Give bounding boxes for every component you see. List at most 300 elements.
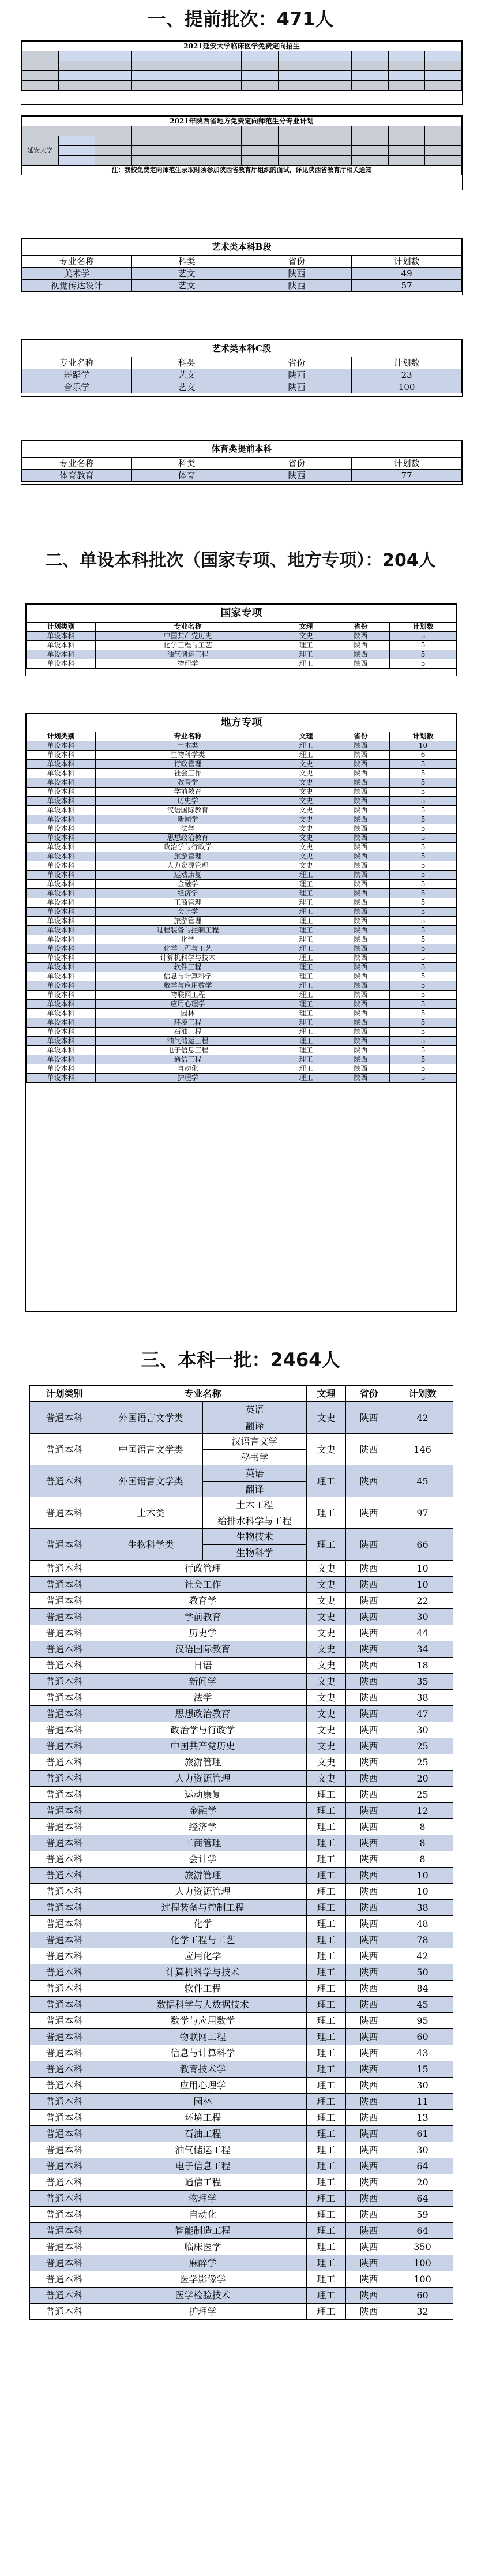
header-type: 科类 (131, 357, 242, 369)
table-row-grouped (30, 1402, 453, 1434)
header-major: 专业名称 (22, 458, 132, 470)
table-cell: 物理学 (99, 2191, 307, 2207)
table-cell: 电子信息工程 (96, 1046, 280, 1055)
table-cell: 理工 (307, 1803, 346, 1819)
table-cell: 普通本科 (30, 2158, 99, 2174)
table-cell: 汉语国际教育 (99, 1641, 307, 1658)
table-cell: 60 (392, 2288, 453, 2304)
table-cell: 陕西 (332, 1055, 390, 1064)
table-row (30, 1981, 453, 1997)
table-row (30, 1641, 453, 1658)
table-cell: 单设本科 (27, 834, 96, 843)
table-cell: 普通本科 (30, 2255, 99, 2271)
table-cell: 64 (392, 2158, 453, 2174)
table-row (30, 2174, 453, 2191)
table-cell: 5 (390, 632, 457, 641)
major-sub-item: 土木工程 (236, 1499, 273, 1510)
table-cell: 陕西 (332, 641, 390, 650)
header-arts-science: 文理 (307, 1386, 346, 1402)
table-cell: 理工 (280, 1000, 332, 1009)
table-cell: 单设本科 (27, 1055, 96, 1064)
table-cell: 陕西 (346, 1434, 392, 1465)
table-cell: 35 (392, 1674, 453, 1690)
table-cell: 普通本科 (30, 1835, 99, 1851)
table-cell: 陕西 (332, 797, 390, 806)
table-cell: 思想政治教育 (99, 1706, 307, 1722)
table-row (27, 1064, 457, 1074)
table-cell: 陕西 (332, 815, 390, 824)
header-major: 专业名称 (22, 357, 132, 369)
major-group-name: 生物科学类 (99, 1529, 203, 1560)
major-sub-item: 给排水科学与工程 (203, 1513, 306, 1529)
table-cell: 新闻学 (96, 815, 280, 824)
table-row (27, 659, 457, 669)
table-row (27, 944, 457, 954)
table-cell: 物理学 (96, 659, 280, 669)
table-cell: 化学 (99, 1916, 307, 1932)
table-cell: 教育学 (99, 1593, 307, 1609)
table-cell: 历史学 (96, 797, 280, 806)
major-group-name: 外国语言文学类 (99, 1402, 203, 1433)
table-cell: 理工 (307, 2142, 346, 2158)
table-cell: 单设本科 (27, 806, 96, 815)
table-cell: 30 (392, 2142, 453, 2158)
table-row (30, 1625, 453, 1641)
table-cell: 38 (392, 1900, 453, 1916)
table-cell: 陕西 (346, 2045, 392, 2061)
header-province: 省份 (332, 732, 390, 741)
table-cell: 45 (392, 1997, 453, 2013)
table-cell: 普通本科 (30, 1593, 99, 1609)
table-cell: 5 (390, 935, 457, 944)
table-cell: 陕西 (346, 1402, 392, 1434)
table-cell: 医学检验技术 (99, 2288, 307, 2304)
table-cell: 146 (392, 1434, 453, 1465)
table-cell: 普通本科 (30, 2207, 99, 2223)
table-row (30, 1851, 453, 1868)
table-cell: 油气储运工程 (96, 1037, 280, 1046)
table-cell: 文史 (280, 806, 332, 815)
table-row (30, 1738, 453, 1754)
table-cell: 陕西 (332, 861, 390, 871)
table-cell: 22 (392, 1593, 453, 1609)
table-cell: 文史 (307, 1609, 346, 1625)
major-sub-list (203, 1497, 306, 1528)
table-cell: 5 (390, 843, 457, 852)
table-cell: 理工 (307, 2013, 346, 2029)
table-cell: 陕西 (346, 1787, 392, 1803)
table-cell: 普通本科 (30, 2174, 99, 2191)
table-cell: 陕西 (332, 908, 390, 917)
table-cell: 单设本科 (27, 760, 96, 769)
table-cell: 单设本科 (27, 981, 96, 991)
table-cell: 普通本科 (30, 1948, 99, 1964)
table-cell: 单设本科 (27, 880, 96, 889)
table-cell: 5 (390, 871, 457, 880)
table-cell: 通信工程 (96, 1055, 280, 1064)
table-cell: 陕西 (346, 1561, 392, 1577)
table-cell: 自动化 (99, 2207, 307, 2223)
major-sub-list (203, 1402, 306, 1433)
table-cell: 陕西 (332, 1028, 390, 1037)
header-province: 省份 (242, 256, 352, 268)
table-cell: 95 (392, 2013, 453, 2029)
table-cell: 日语 (99, 1658, 307, 1674)
table-cell: 化学工程与工艺 (96, 944, 280, 954)
table-cell: 单设本科 (27, 917, 96, 926)
table-row-grouped (30, 1529, 453, 1561)
table-cell: 理工 (280, 908, 332, 917)
table-cell: 32 (392, 2304, 453, 2320)
table-cell: 普通本科 (30, 2142, 99, 2158)
table-cell: 物联网工程 (96, 991, 280, 1000)
table-cell: 单设本科 (27, 852, 96, 861)
table-cell: 普通本科 (30, 2223, 99, 2239)
header-major: 专业名称 (96, 732, 280, 741)
header-major: 专业名称 (99, 1386, 307, 1402)
table-cell: 智能制造工程 (99, 2223, 307, 2239)
table-cell: 思想政治教育 (96, 834, 280, 843)
table-cell: 理工 (307, 2094, 346, 2110)
table-cell: 理工 (280, 1055, 332, 1064)
table-row (30, 2304, 453, 2320)
table-row (27, 1055, 457, 1064)
table-cell: 普通本科 (30, 1561, 99, 1577)
table-cell: 陕西 (332, 1046, 390, 1055)
table-cell: 陕西 (346, 1754, 392, 1771)
table-cell: 普通本科 (30, 2045, 99, 2061)
table-cell: 理工 (307, 1851, 346, 1868)
table-cell: 47 (392, 1706, 453, 1722)
table-cell: 化学工程与工艺 (99, 1932, 307, 1948)
table-cell: 陕西 (332, 834, 390, 843)
major-sub-list (203, 1529, 306, 1560)
table-cell: 陕西 (346, 1948, 392, 1964)
table-cell: 陕西 (332, 1037, 390, 1046)
table-cell: 5 (390, 1028, 457, 1037)
table-cell: 普通本科 (30, 2110, 99, 2126)
sport-table: 体育类提前本科 专业名称 科类 省份 计划数 体育教育 体育 陕西 77 (21, 440, 463, 485)
table-cell: 5 (390, 963, 457, 972)
table-cell: 42 (392, 1948, 453, 1964)
table-cell: 单设本科 (27, 1064, 96, 1074)
table-cell: 普通本科 (30, 1690, 99, 1706)
table-row (30, 1658, 453, 1674)
table-cell: 普通本科 (30, 2304, 99, 2320)
table-cell: 陕西 (332, 1074, 390, 1083)
table-cell: 中国共产党历史 (96, 632, 280, 641)
table-cell: 5 (390, 659, 457, 669)
table-row (27, 632, 457, 641)
table-cell: 园林 (96, 1009, 280, 1018)
table-cell: 文史 (280, 861, 332, 871)
table-row (30, 1593, 453, 1609)
table-cell: 环境工程 (96, 1018, 280, 1028)
table-cell: 5 (390, 650, 457, 659)
table-cell: 普通本科 (30, 1625, 99, 1641)
table-cell: 理工 (280, 917, 332, 926)
table-row (30, 1771, 453, 1787)
table-cell: 陕西 (346, 2207, 392, 2223)
table-cell: 理工 (307, 1868, 346, 1884)
table-cell: 理工 (280, 1046, 332, 1055)
table-cell: 64 (392, 2223, 453, 2239)
table-row (27, 981, 457, 991)
table-cell: 5 (390, 1046, 457, 1055)
table-cell: 59 (392, 2207, 453, 2223)
table-cell: 理工 (307, 2288, 346, 2304)
national-caption: 国家专项 (27, 605, 457, 623)
table-cell: 文史 (307, 1402, 346, 1434)
table-cell: 普通本科 (30, 1738, 99, 1754)
table-cell: 油气储运工程 (99, 2142, 307, 2158)
table-row (30, 1577, 453, 1593)
table-cell: 理工 (307, 1981, 346, 1997)
table-cell: 64 (392, 2191, 453, 2207)
table-cell: 单设本科 (27, 898, 96, 908)
table-cell: 普通本科 (30, 1771, 99, 1787)
table-cell: 陕西 (332, 880, 390, 889)
table-cell: 60 (392, 2029, 453, 2045)
table-row (27, 926, 457, 935)
header-arts-science: 文理 (280, 623, 332, 632)
section-3-title: 三、本科一批：2464人 (141, 1349, 340, 1371)
table-row (27, 889, 457, 898)
table-cell: 42 (392, 1402, 453, 1434)
table-cell: 理工 (280, 1009, 332, 1018)
table-cell: 陕西 (346, 1706, 392, 1722)
table-cell: 陕西 (346, 1835, 392, 1851)
sport-caption: 体育类提前本科 (22, 441, 462, 458)
table-row: 体育教育 (22, 470, 132, 482)
table-cell: 理工 (280, 972, 332, 981)
table-cell: 单设本科 (27, 972, 96, 981)
table-row (30, 1884, 453, 1900)
table-cell: 5 (390, 815, 457, 824)
table-cell: 单设本科 (27, 1009, 96, 1018)
major-group-cell (99, 1497, 307, 1529)
table-row (30, 2061, 453, 2078)
table-cell: 单设本科 (27, 1037, 96, 1046)
table-row (30, 1932, 453, 1948)
table-cell: 陕西 (346, 2271, 392, 2288)
table-row (27, 760, 457, 769)
table-cell: 数据科学与大数据技术 (99, 1997, 307, 2013)
table-cell: 中国共产党历史 (99, 1738, 307, 1754)
table-cell: 5 (390, 641, 457, 650)
table-cell: 理工 (307, 2223, 346, 2239)
table-cell: 普通本科 (30, 2078, 99, 2094)
table-row: 视觉传达设计 (22, 280, 132, 292)
table-cell: 5 (390, 824, 457, 834)
table-cell: 单设本科 (27, 641, 96, 650)
table-cell: 陕西 (346, 1465, 392, 1497)
table-cell: 文史 (307, 1738, 346, 1754)
table-cell: 理工 (280, 880, 332, 889)
table-cell: 5 (390, 778, 457, 788)
table-cell: 单设本科 (27, 778, 96, 788)
table-row (27, 1018, 457, 1028)
table-cell: 社会工作 (96, 769, 280, 778)
table-cell: 数学与应用数学 (99, 2013, 307, 2029)
table-cell: 陕西 (346, 2029, 392, 2045)
table-cell: 普通本科 (30, 1900, 99, 1916)
table-cell: 单设本科 (27, 1000, 96, 1009)
table-cell: 理工 (307, 2271, 346, 2288)
table-cell: 化学 (96, 935, 280, 944)
table-row (27, 861, 457, 871)
table-cell: 单设本科 (27, 944, 96, 954)
table-cell: 经济学 (99, 1819, 307, 1835)
table-cell: 陕西 (332, 806, 390, 815)
table-cell: 石油工程 (99, 2126, 307, 2142)
table-row (30, 2255, 453, 2271)
table-cell: 理工 (307, 1900, 346, 1916)
table-cell: 单设本科 (27, 1046, 96, 1055)
table-cell: 理工 (307, 2191, 346, 2207)
table-cell: 10 (390, 741, 457, 751)
table-row (27, 1037, 457, 1046)
table-cell: 单设本科 (27, 741, 96, 751)
table-cell: 文史 (307, 1722, 346, 1738)
major-sub-list (203, 1465, 306, 1497)
table-cell: 文史 (280, 769, 332, 778)
table-cell: 陕西 (332, 741, 390, 751)
table-cell: 陕西 (332, 1000, 390, 1009)
table-row (30, 1916, 453, 1932)
table-cell: 物联网工程 (99, 2029, 307, 2045)
major-group-name: 土木类 (99, 1497, 203, 1528)
table-row (30, 1754, 453, 1771)
table-cell: 陕西 (332, 926, 390, 935)
table-cell: 陕西 (346, 1625, 392, 1641)
table-cell: 单设本科 (27, 788, 96, 797)
table-cell: 法学 (96, 824, 280, 834)
table-cell: 单设本科 (27, 871, 96, 880)
table-cell: 文史 (307, 1706, 346, 1722)
table-cell: 文史 (307, 1625, 346, 1641)
table-cell: 理工 (307, 1948, 346, 1964)
table-cell: 护理学 (99, 2304, 307, 2320)
table-cell: 5 (390, 898, 457, 908)
table-row (30, 1819, 453, 1835)
header-plan: 计划数 (392, 1386, 453, 1402)
table-cell: 信息与计算科学 (99, 2045, 307, 2061)
table-row (27, 641, 457, 650)
table-cell: 陕西 (332, 1064, 390, 1074)
table-cell: 陕西 (346, 1674, 392, 1690)
table-cell: 陕西 (346, 1868, 392, 1884)
table-cell: 历史学 (99, 1625, 307, 1641)
table-cell: 单设本科 (27, 797, 96, 806)
table-cell: 理工 (307, 1819, 346, 1835)
table-row (27, 650, 457, 659)
table-row (27, 741, 457, 751)
table-cell: 普通本科 (30, 2191, 99, 2207)
art-b-table: 艺术类本科B段 专业名称 科类 省份 计划数 美术学 艺文 陕西 49 视觉传达设计 艺文 陕西 57 (21, 238, 463, 295)
table-cell: 5 (390, 1018, 457, 1028)
table-cell: 单设本科 (27, 751, 96, 760)
table-cell: 48 (392, 1916, 453, 1932)
table-cell: 旅游管理 (96, 917, 280, 926)
table-cell: 普通本科 (30, 1658, 99, 1674)
header-type: 科类 (131, 256, 242, 268)
table-row (30, 1803, 453, 1819)
major-group-wrap (99, 1434, 306, 1465)
table-row (30, 1868, 453, 1884)
table-cell: 66 (392, 1529, 453, 1561)
table-cell: 10 (392, 1868, 453, 1884)
table-cell: 理工 (307, 2045, 346, 2061)
table-cell: 普通本科 (30, 1868, 99, 1884)
table-cell: 84 (392, 1981, 453, 1997)
table-cell: 30 (392, 1722, 453, 1738)
table-cell: 理工 (280, 935, 332, 944)
major-group-wrap (99, 1465, 306, 1497)
table-row (30, 1900, 453, 1916)
table-cell: 单设本科 (27, 1074, 96, 1083)
table-row (30, 1561, 453, 1577)
table-cell: 陕西 (346, 2223, 392, 2239)
table-row (27, 1000, 457, 1009)
header-major: 专业名称 (22, 256, 132, 268)
table-cell: 普通本科 (30, 1641, 99, 1658)
table-cell: 20 (392, 2174, 453, 2191)
table-row (30, 2142, 453, 2158)
table-cell: 理工 (307, 2304, 346, 2320)
table-cell: 理工 (307, 1835, 346, 1851)
table-row: 音乐学 (22, 381, 132, 393)
table-cell: 普通本科 (30, 1964, 99, 1981)
table-cell: 陕西 (332, 898, 390, 908)
table-cell: 理工 (307, 2207, 346, 2223)
table-cell: 信息与计算科学 (96, 972, 280, 981)
table-cell: 理工 (307, 2174, 346, 2191)
table-row (30, 1690, 453, 1706)
table-cell: 5 (390, 1037, 457, 1046)
table-cell: 行政管理 (99, 1561, 307, 1577)
table-cell: 10 (392, 1884, 453, 1900)
major-sub-item: 汉语言文学 (231, 1436, 278, 1447)
table-cell: 5 (390, 769, 457, 778)
table-cell: 6 (390, 751, 457, 760)
table-cell: 理工 (307, 1529, 346, 1561)
table-cell: 理工 (280, 741, 332, 751)
table-row (27, 972, 457, 981)
table-cell: 文史 (307, 1641, 346, 1658)
medical-directed-table (21, 40, 463, 105)
table-cell: 文史 (307, 1561, 346, 1577)
table-cell: 普通本科 (30, 1819, 99, 1835)
table-cell: 5 (390, 1064, 457, 1074)
table-row (27, 880, 457, 889)
table-cell: 法学 (99, 1690, 307, 1706)
table-row (30, 1674, 453, 1690)
table-cell: 陕西 (346, 2191, 392, 2207)
table-cell: 理工 (280, 963, 332, 972)
table-cell: 理工 (307, 1884, 346, 1900)
table-cell: 5 (390, 926, 457, 935)
table-cell: 理工 (280, 926, 332, 935)
table-row (27, 1046, 457, 1055)
major-sub-list (203, 1434, 306, 1465)
table-cell: 8 (392, 1851, 453, 1868)
table-cell: 理工 (307, 2239, 346, 2255)
cell (22, 51, 59, 61)
table-cell: 文史 (280, 815, 332, 824)
table-cell: 理工 (280, 954, 332, 963)
table-cell: 人力资源管理 (99, 1884, 307, 1900)
